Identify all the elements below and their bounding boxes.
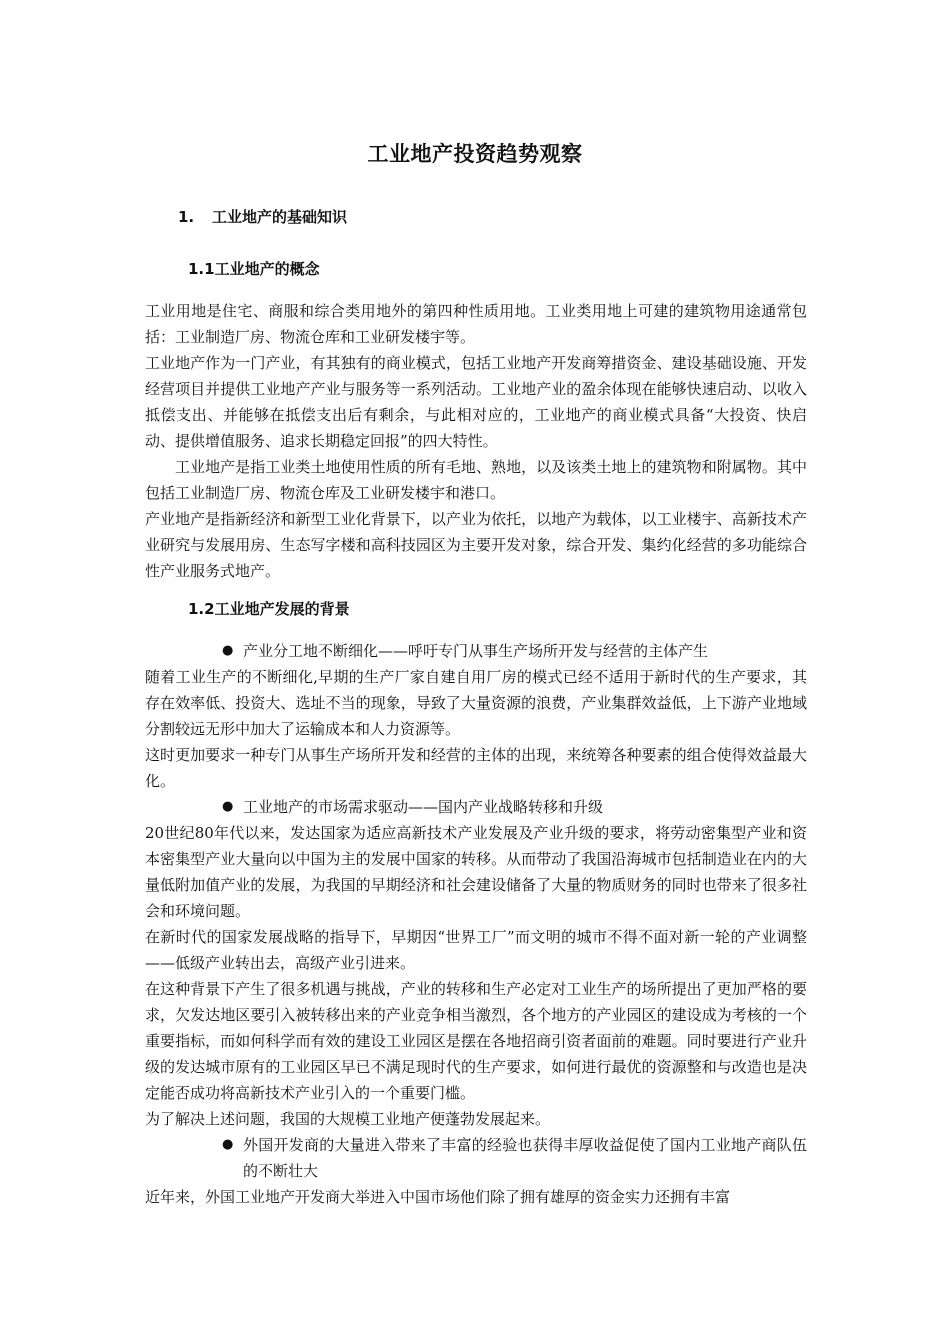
paragraph: 在新时代的国家发展战略的指导下，早期因“世界工厂”而文明的城市不得不面对新一轮的产业调整——低级产业转出去，高级产业引进来。 <box>145 928 807 972</box>
bullet-item <box>145 1132 807 1184</box>
paragraph: 工业地产是指工业类土地使用性质的所有毛地、熟地，以及该类土地上的建筑物和附属物。其中包括工业制造厂房、物流仓库及工业研发楼宇和港口。 <box>145 458 807 502</box>
paragraph: 产业地产是指新经济和新型工业化背景下，以产业为依托，以地产为载体，以工业楼宇、高新技术产业研究与发展用房、生态写字楼和高科技园区为主要开发对象，综合开发、集约化经营的多功能综合性产业服务式地产。 <box>145 510 807 580</box>
subsection-heading-1-1: 1.1工业地产的概念 <box>188 260 320 278</box>
paragraph: 在这种背景下产生了很多机遇与挑战，产业的转移和生产必定对工业生产的场所提出了更加严格的要求，欠发达地区要引入被转移出来的产业竞争相当激烈，各个地方的产业园区的建设成为考核的一个重要指标，而如何科学而有效的建设工业园区是摆在各地招商引资者面前的难题。同时要进行产业升级的发达城市原有的工业园区早已不满足现时代的生产要求，如何进行最优的资源整和与改造也是决定能否成功将高新技术产业引入的一个重要门槛。 <box>145 980 807 1102</box>
bullet-item <box>145 794 807 820</box>
paragraph: 工业用地是住宅、商服和综合类用地外的第四种性质用地。工业类用地上可建的建筑物用途通常包括：工业制造厂房、物流仓库和工业研发楼宇等。 <box>145 302 807 346</box>
bullet-text: 外国开发商的大量进入带来了丰富的经验也获得丰厚收益促使了国内工业地产商队伍的不断壮大 <box>243 1136 807 1180</box>
paragraph: 随着工业生产的不断细化,早期的生产厂家自建自用厂房的模式已经不适用于新时代的生产要求，其存在效率低、投资大、选址不当的现象，导致了大量资源的浪费，产业集群效益低，上下游产业地域分割较远无形中加大了运输成本和人力资源等。 <box>145 668 807 738</box>
bullet-text: 产业分工地不断细化——呼吁专门从事生产场所开发与经营的主体产生 <box>243 642 709 660</box>
subsection-1-2-body <box>145 638 807 1210</box>
paragraph: 近年来，外国工业地产开发商大举进入中国市场他们除了拥有雄厚的资金实力还拥有丰富 <box>145 1188 731 1206</box>
subsection-1-1-body <box>145 298 807 584</box>
paragraph: 为了解决上述问题，我国的大规模工业地产便蓬勃发展起来。 <box>145 1110 551 1128</box>
paragraph: 20世纪80年代以来，发达国家为适应高新技术产业发展及产业升级的要求，将劳动密集型产业和资本密集型产业大量向以中国为主的发展中国家的转移。从而带动了我国沿海城市包括制造业在内的大量低附加值产业的发展，为我国的早期经济和社会建设储备了大量的物质财务的同时也带来了很多社会和环境问题。 <box>145 824 807 920</box>
section-title: 工业地产的基础知识 <box>212 208 348 226</box>
document-title: 工业地产投资趋势观察 <box>367 142 583 166</box>
paragraph: 这时更加要求一种专门从事生产场所开发和经营的主体的出现，来统筹各种要素的组合使得效益最大化。 <box>145 746 807 790</box>
paragraph: 工业地产作为一门产业，有其独有的商业模式，包括工业地产开发商筹措资金、建设基础设施、开发经营项目并提供工业地产产业与服务等一系列活动。工业地产业的盈余体现在能够快速启动、以收入抵偿支出、并能够在抵偿支出后有剩余，与此相对应的，工业地产的商业模式具备“大投资、快启动、提供增值服务、追求长期稳定回报”的四大特性。 <box>145 354 807 450</box>
bullet-text: 工业地产的市场需求驱动——国内产业战略转移和升级 <box>243 798 604 816</box>
bullet-item <box>145 638 807 664</box>
section-heading-1 <box>178 206 347 227</box>
bullet-icon: ● <box>222 643 234 658</box>
section-number: 1. <box>178 208 195 226</box>
subsection-heading-1-2: 1.2工业地产发展的背景 <box>188 600 350 618</box>
bullet-icon: ● <box>222 1137 234 1152</box>
bullet-icon: ● <box>222 799 234 814</box>
